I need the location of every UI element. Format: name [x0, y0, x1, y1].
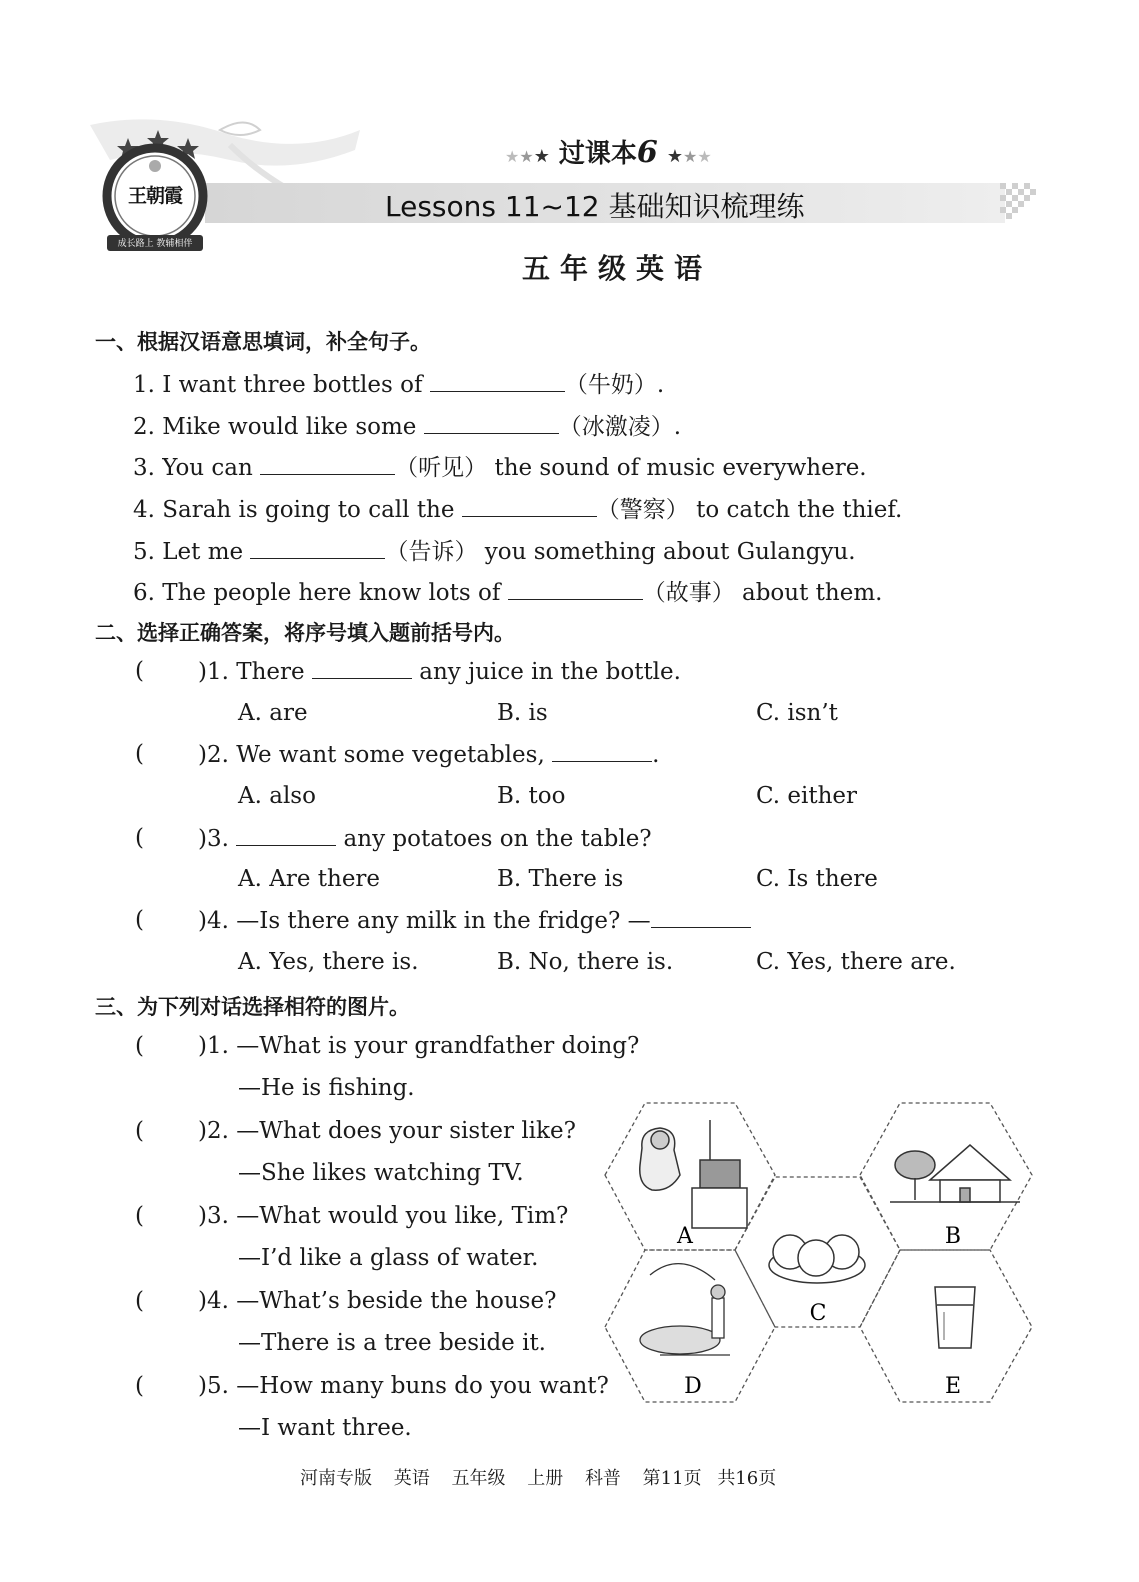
- chinese-hint: （冰激凌）: [558, 414, 674, 440]
- stars-right-icon: ★: [666, 146, 683, 167]
- s3-dialog-4-a: —There is a tree beside it.: [238, 1330, 546, 1356]
- buns-picture: [769, 1235, 865, 1283]
- s3-dialog-3-a: —I’d like a glass of water.: [238, 1245, 539, 1271]
- option-c[interactable]: C. Is there: [756, 866, 878, 892]
- footer-total: 共16页: [717, 1468, 777, 1489]
- answer-paren[interactable]: (: [135, 1373, 144, 1399]
- option-a[interactable]: A. also: [238, 783, 316, 809]
- answer-blank[interactable]: [462, 496, 597, 517]
- answer-paren[interactable]: (: [135, 741, 144, 767]
- logo-name: 王朝霞: [127, 185, 182, 207]
- s1-item-2: 2. Mike would like some （冰激凌）.: [133, 414, 682, 440]
- picture-label-e: E: [944, 1374, 962, 1399]
- series-number: 6: [636, 135, 658, 170]
- footer-grade: 五年级: [451, 1468, 506, 1489]
- s1-item-text: 5. Let me: [133, 539, 251, 565]
- tv-watching-picture: [640, 1120, 747, 1228]
- chinese-hint: （听见）: [395, 455, 488, 481]
- section2-heading: 二、选择正确答案，将序号填入题前括号内。: [95, 621, 515, 645]
- s3-dialog-2-a: —She likes watching TV.: [238, 1160, 524, 1186]
- house-tree-picture: [890, 1145, 1020, 1202]
- s3-dialog-4-q: )4. —What’s beside the house?: [198, 1288, 557, 1314]
- series-title: ★★★ 过课本6 ★★★: [505, 135, 712, 170]
- s1-item-text: 4. Sarah is going to call the: [133, 497, 462, 523]
- stars-left-icon: ★: [505, 147, 520, 166]
- chinese-hint: （故事）: [642, 580, 735, 606]
- picture-label-b: B: [944, 1224, 962, 1249]
- s1-item-text: 1. I want three bottles of: [133, 372, 430, 398]
- answer-blank[interactable]: [552, 741, 652, 762]
- s3-dialog-3-q: )3. —What would you like, Tim?: [198, 1203, 569, 1229]
- s2-question-2: )2. We want some vegetables, .: [198, 742, 660, 768]
- s3-dialog-2-q: )2. —What does your sister like?: [198, 1118, 576, 1144]
- grade-subject: 五年级英语: [522, 252, 713, 285]
- answer-blank[interactable]: [250, 538, 385, 559]
- option-c[interactable]: C. either: [756, 783, 858, 809]
- s2-question-3: )3. any potatoes on the table?: [198, 826, 652, 852]
- answer-paren[interactable]: (: [135, 1118, 144, 1144]
- page-footer: [300, 1464, 792, 1490]
- glass-of-water-picture: [935, 1287, 975, 1348]
- option-b[interactable]: B. No, there is.: [497, 949, 674, 975]
- option-b[interactable]: B. too: [497, 783, 566, 809]
- answer-paren[interactable]: (: [135, 1203, 144, 1229]
- answer-paren[interactable]: (: [135, 1288, 144, 1314]
- footer-edition: 河南专版: [300, 1468, 372, 1489]
- fishing-picture: [640, 1264, 730, 1355]
- answer-blank[interactable]: [236, 825, 336, 846]
- s3-dialog-5-a: —I want three.: [238, 1415, 412, 1441]
- option-a[interactable]: A. are: [238, 700, 308, 726]
- answer-blank[interactable]: [260, 454, 395, 475]
- s1-item-6: 6. The people here know lots of （故事） about them.: [133, 580, 883, 606]
- answer-blank[interactable]: [424, 413, 559, 434]
- publisher-logo: [95, 128, 215, 253]
- s3-dialog-5-q: )5. —How many buns do you want?: [198, 1373, 609, 1399]
- option-a[interactable]: A. Yes, there is.: [238, 949, 419, 975]
- s1-item-text: 6. The people here know lots of: [133, 580, 508, 606]
- answer-blank[interactable]: [430, 371, 565, 392]
- option-b[interactable]: B. is: [497, 700, 548, 726]
- s3-dialog-1-q: )1. —What is your grandfather doing?: [198, 1033, 640, 1059]
- chinese-hint: （告诉）: [385, 539, 478, 565]
- chinese-hint: （牛奶）: [564, 372, 657, 398]
- s1-item-text: 2. Mike would like some: [133, 414, 424, 440]
- banner-checker-decoration: [1000, 183, 1036, 223]
- picture-hexagon-grid: [600, 1100, 1040, 1410]
- s1-item-text: 3. You can: [133, 455, 261, 481]
- footer-page: 第11页: [642, 1468, 702, 1489]
- s3-dialog-1-a: —He is fishing.: [238, 1075, 415, 1101]
- answer-paren[interactable]: (: [135, 658, 144, 684]
- s1-item-3: 3. You can （听见） the sound of music everywhere.: [133, 455, 867, 481]
- s2-question-1: )1. There any juice in the bottle.: [198, 659, 681, 685]
- picture-label-a: A: [677, 1224, 693, 1249]
- option-b[interactable]: B. There is: [497, 866, 624, 892]
- lesson-title: Lessons 11~12 基础知识梳理练: [385, 190, 805, 223]
- section1-heading: 一、根据汉语意思填词，补全句子。: [95, 330, 431, 354]
- option-a[interactable]: A. Are there: [238, 866, 381, 892]
- footer-publisher: 科普: [584, 1468, 621, 1489]
- footer-volume: 上册: [527, 1468, 564, 1489]
- section3-heading: 三、为下列对话选择相符的图片。: [95, 995, 410, 1019]
- answer-blank[interactable]: [508, 579, 643, 600]
- answer-blank[interactable]: [312, 658, 412, 679]
- picture-label-c: C: [809, 1301, 827, 1326]
- option-c[interactable]: C. isn’t: [756, 700, 838, 726]
- series-name: 过课本: [558, 139, 637, 169]
- footer-subject: 英语: [393, 1468, 430, 1489]
- answer-paren[interactable]: (: [135, 1033, 144, 1059]
- option-c[interactable]: C. Yes, there are.: [756, 949, 956, 975]
- answer-paren[interactable]: (: [135, 907, 144, 933]
- answer-blank[interactable]: [651, 907, 751, 928]
- chinese-hint: （警察）: [596, 497, 689, 523]
- s2-question-4: )4. —Is there any milk in the fridge? —: [198, 907, 751, 934]
- logo-slogan: 成长路上 教辅相伴: [117, 239, 193, 249]
- s1-item-1: 1. I want three bottles of （牛奶）.: [133, 372, 665, 398]
- answer-paren[interactable]: (: [135, 825, 144, 851]
- s1-item-5: 5. Let me （告诉） you something about Gulangyu.: [133, 539, 856, 565]
- picture-label-d: D: [684, 1374, 702, 1399]
- s1-item-4: 4. Sarah is going to call the （警察） to catch the thief.: [133, 497, 903, 523]
